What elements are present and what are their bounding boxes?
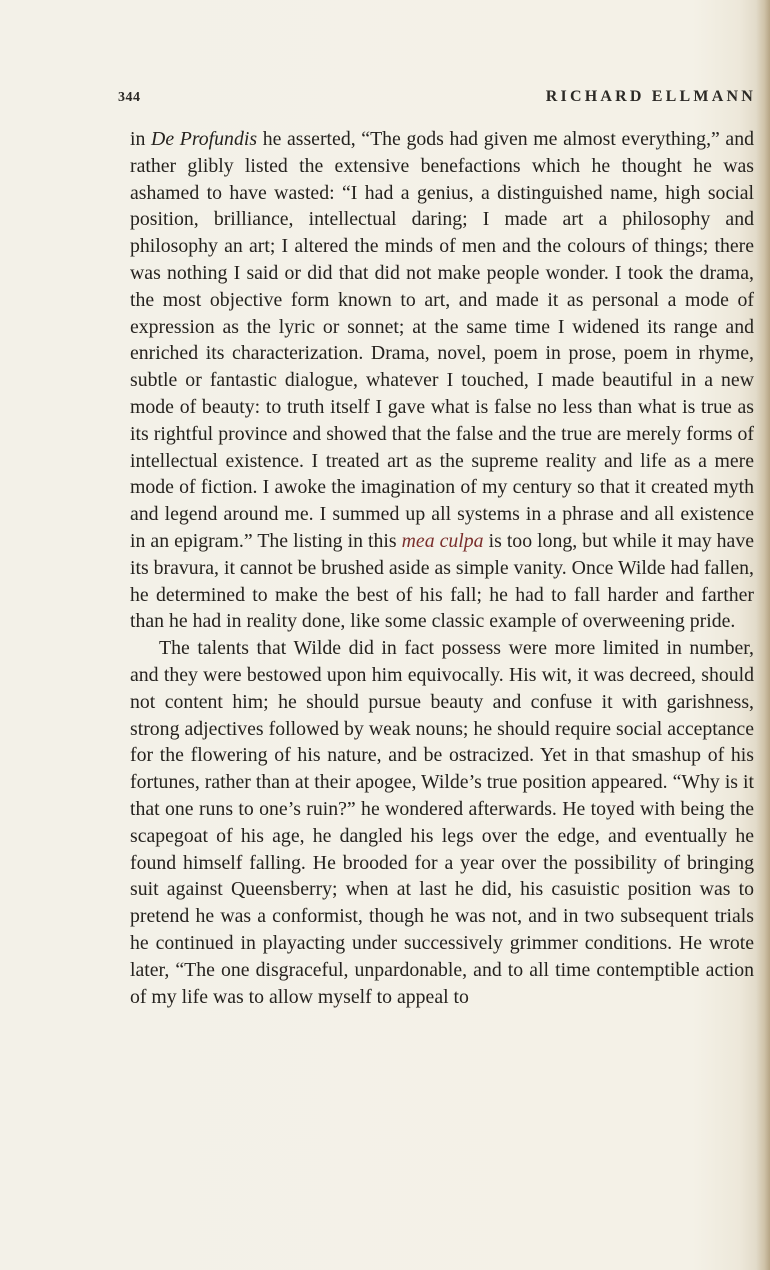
paragraph-1-lead: in (130, 128, 152, 150)
book-title-de-profundis: De Profundis (151, 128, 258, 150)
latin-phrase-mea-culpa: mea culpa (401, 529, 484, 552)
paragraph-1-tail: is too long, but while it may have its bravura, it cannot be brushed aside as simple vanity. Once Wilde had fallen, he determined to make the best of his fall; he had to fall harder and farther than he had in reality done, like some classic example of overweening pride. (130, 529, 754, 633)
page-number: 344 (118, 90, 141, 105)
running-title: RICHARD ELLMANN (545, 88, 756, 105)
paragraph-2: The talents that Wilde did in fact possess were more limited in number, and they were bestowed upon him equivocally. His wit, it was decreed, should not content him; he should pursue beauty and confuse it with garishness, strong adjectives followed by weak nouns; he should require social acceptance for the flowering of his nature, and be ostracized. Yet in that smashup of his fortunes, rather than at their apogee, Wilde’s true position appeared. “Why is it that one runs to one’s ruin?” he wondered afterwards. He toyed with being the scapegoat of his age, he dangled his legs over the edge, and eventually he found himself falling. He brooded for a year over the possibility of bringing suit against Queensberry; when at last he did, his casuistic position was to pretend he was a conformist, though he was not, and in two subsequent trials he continued in playacting under successively grimmer conditions. He wrote later, “The one disgraceful, unpardonable, and to all time contemptible action of my life was to allow myself to appeal to (130, 637, 754, 1008)
paragraph-1-body: he asserted, “The gods had given me almost everything,” and rather glibly listed the extensive benefactions which he thought he was ashamed to have wasted: “I had a genius, a distinguished name, high social position, brilliance, intellectual daring; I made art a philosophy and philosophy an art; I altered the minds of men and the colours of things; there was nothing I said or did that did not make people wonder. I took the drama, the most objective form known to art, and made it as personal a mode of expression as the lyric or sonnet; at the same time I widened its range and enriched its characterization. Drama, novel, poem in prose, poem in rhyme, subtle or fantastic dialogue, whatever I touched, I made beautiful in a new mode of beauty: to truth itself I gave what is false no less than what is true as its rightful province and showed that the false and the true are merely forms of intellectual existence. I treated art as the supreme reality and life as a mere mode of fiction. I awoke the imagination of my century so that it created myth and legend around me. I summed up all systems in a phrase and all existence in an epigram.” The listing in this (130, 128, 754, 552)
page-edge-shadow (756, 0, 770, 1270)
paragraph-1 (130, 126, 754, 635)
body-text (130, 126, 754, 1010)
running-head (118, 88, 756, 110)
